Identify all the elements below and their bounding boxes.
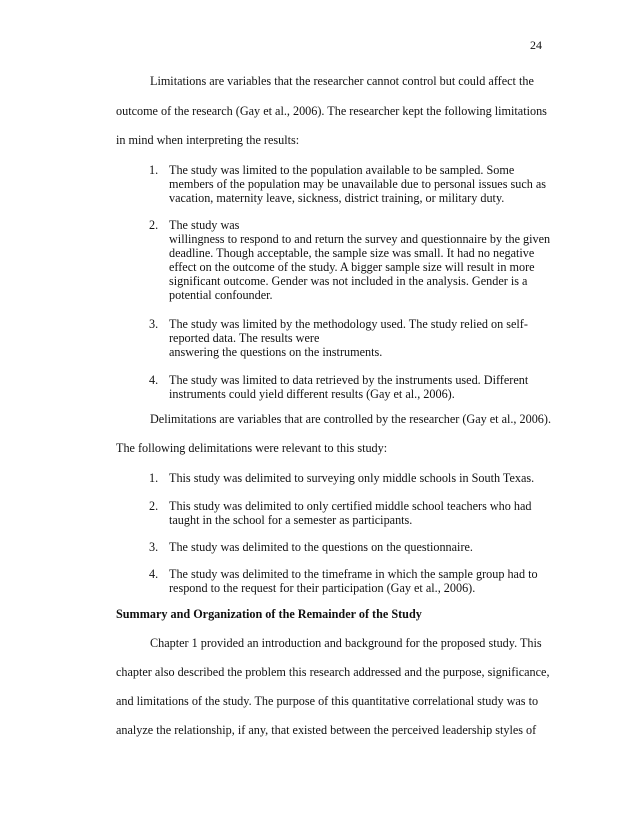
list-number: 4. [149,373,159,387]
limitations-list [149,373,559,401]
list-item-line: members of the population may be unavailable due to personal issues such as [169,177,547,191]
list-number: 4. [149,567,159,581]
list-item-line: taught in the school for a semester as participants. [169,513,413,527]
list-item [149,163,559,205]
list-item-line: potential confounder. [169,288,273,302]
list-item-line: The study was delimited to the timeframe in which the sample group had to [169,567,538,581]
paragraph-line: Delimitations are variables that are controlled by the researcher (Gay et al., 2006). [150,412,552,426]
paragraph-line: chapter also described the problem this research addressed and the purpose, significance, [116,665,550,679]
list-item [149,373,559,401]
list-item-line: effect on the outcome of the study. A bigger sample size will result in more [169,260,535,274]
list-item-line: reported data. The results were [169,331,320,345]
limitations-list [149,317,559,359]
list-item [149,540,559,554]
list-number: 2. [149,218,159,232]
list-item [149,471,559,485]
list-number: 3. [149,317,159,331]
list-item-line: The study was limited to data retrieved by the instruments used. Different [169,373,529,387]
paragraph-line: Limitations are variables that the researcher cannot control but could affect the [150,74,534,88]
list-item [149,499,559,527]
list-item-line: instruments could yield different results (Gay et al., 2006). [169,387,455,401]
list-item [149,218,559,302]
list-number: 1. [149,471,159,485]
list-number: 1. [149,163,159,177]
page-number: 24 [530,38,542,52]
list-item-line: willingness to respond to and return the survey and questionnaire by the given [169,232,551,246]
paragraph-line: outcome of the research (Gay et al., 2006). The researcher kept the following limitations [116,104,547,118]
delimitations-list [149,567,559,595]
list-item-line: answering the questions on the instruments. [169,345,383,359]
list-item-line: vacation, maternity leave, sickness, district training, or military duty. [169,191,505,205]
paragraph-line: The following delimitations were relevant to this study: [116,441,388,455]
list-item-line: significant outcome. Gender was not included in the analysis. Gender is a [169,274,528,288]
paragraph-line: and limitations of the study. The purpose of this quantitative correlational study was to [116,694,539,708]
paragraph-line: in mind when interpreting the results: [116,133,300,147]
delimitations-list [149,540,559,554]
list-item-line: The study was [169,218,240,232]
list-item-line: The study was limited to the population available to be sampled. Some [169,163,515,177]
list-item-line: The study was delimited to the questions on the questionnaire. [169,540,473,554]
limitations-list [149,163,559,205]
list-number: 2. [149,499,159,513]
list-number: 3. [149,540,159,554]
list-item-line: This study was delimited to surveying only middle schools in South Texas. [169,471,535,485]
list-item-line: This study was delimited to only certified middle school teachers who had [169,499,532,513]
limitations-list [149,218,559,302]
list-item-line: deadline. Though acceptable, the sample size was small. It had no negative [169,246,535,260]
section-heading: Summary and Organization of the Remainder of the Study [116,607,422,621]
delimitations-list [149,499,559,527]
paragraph-line: analyze the relationship, if any, that existed between the perceived leadership styles of [116,723,537,737]
delimitations-list [149,471,559,485]
list-item-line: The study was limited by the methodology used. The study relied on self- [169,317,528,331]
list-item [149,567,559,595]
paragraph-line: Chapter 1 provided an introduction and background for the proposed study. This [150,636,542,650]
list-item [149,317,559,359]
list-item-line: respond to the request for their participation (Gay et al., 2006). [169,581,476,595]
